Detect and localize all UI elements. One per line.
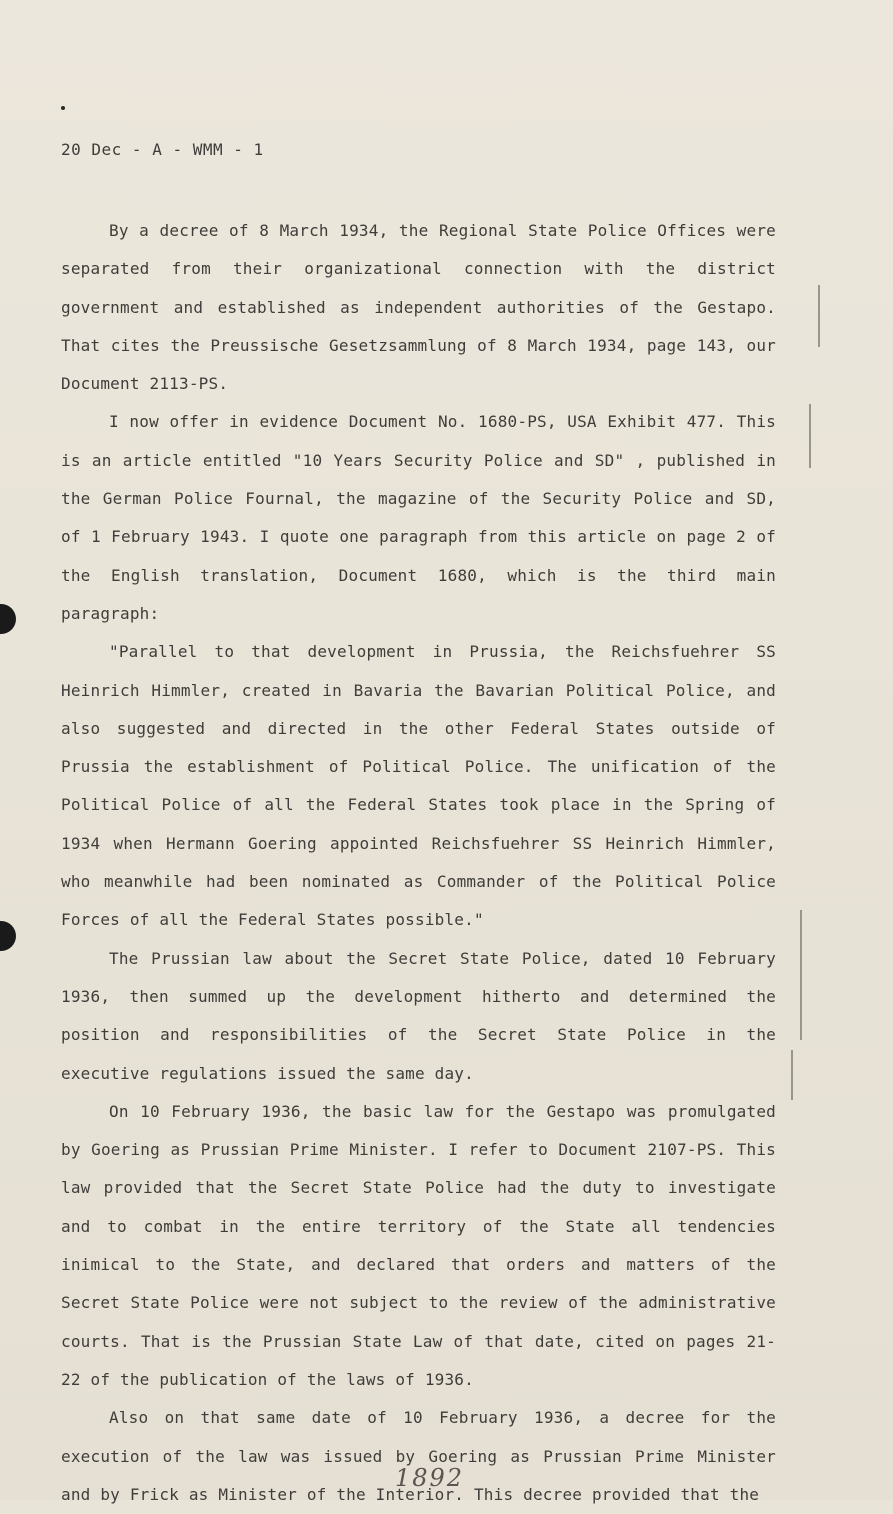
paragraph-basic-law: On 10 February 1936, the basic law for the Gestapo was promulgated by Goering as Prussian Prime Minister. I refer to Document 2107-PS. This law provided that the Secret State Police had the duty to investigate and to combat in the entire territory of the State all tendencies inimical to the State, and declared that orders and matters of the Secret State Police were not subject to the review of the administrative courts. That is the Prussian State Law of that date, cited on pages 21-22 of the publication of the laws of 1936. [61,1101,776,1389]
punch-hole-upper [0,604,16,634]
margin-mark [809,404,811,468]
paragraph-quotation: "Parallel to that development in Prussia, the Reichsfuehrer SS Heinrich Himmler, created in Bavaria the Bavarian Political Police, and also suggested and directed in the other Federal States outside of Prussia the establishment of Political Police. The unification of the Political Police of all the Federal States took place in the Spring of 1934 when Hermann Goering appointed Reichsfuehrer SS Heinrich Himmler, who meanwhile had been nominated as Commander of the Political Police Forces of all the Federal States possible." [61,642,776,930]
paragraph-exhibit-offer: I now offer in evidence Document No. 1680-PS, USA Exhibit 477. This is an article entitled "10 Years Security Police and SD" , published in the German Police Fournal, the magazine of the Security Police and SD, of 1 February 1943. I quote one paragraph from this article on page 2 of the English translation, Document 1680, which is the third main paragraph: [61,412,776,623]
margin-mark [791,1050,793,1100]
paragraph-prussian-law: The Prussian law about the Secret State Police, dated 10 February 1936, then summed up the development hitherto and determined the position and responsibilities of the Secret State Police in the executive regulations issued the same day. [61,948,776,1083]
punch-hole-lower [0,921,16,951]
handwritten-page-number: 1892 [395,1464,465,1492]
document-header: 20 Dec - A - WMM - 1 [61,140,264,159]
ink-speck [61,106,65,110]
margin-mark [818,285,820,347]
document-body [61,212,776,1514]
paragraph-decree-1934: By a decree of 8 March 1934, the Regional State Police Offices were separated from their organizational connection with the district government and established as independent authorities of the Gestapo. That cites the Preussische Gesetzsammlung of 8 March 1934, page 143, our Document 2113-PS. [61,221,776,394]
paragraph-execution-decree: Also on that same date of 10 February 1936, a decree for the execution of the law was issued by Goering as Prussian Prime Minister and by Frick as Minister of the Interior. This decree provided that the [61,1408,776,1504]
margin-mark [800,910,802,1040]
